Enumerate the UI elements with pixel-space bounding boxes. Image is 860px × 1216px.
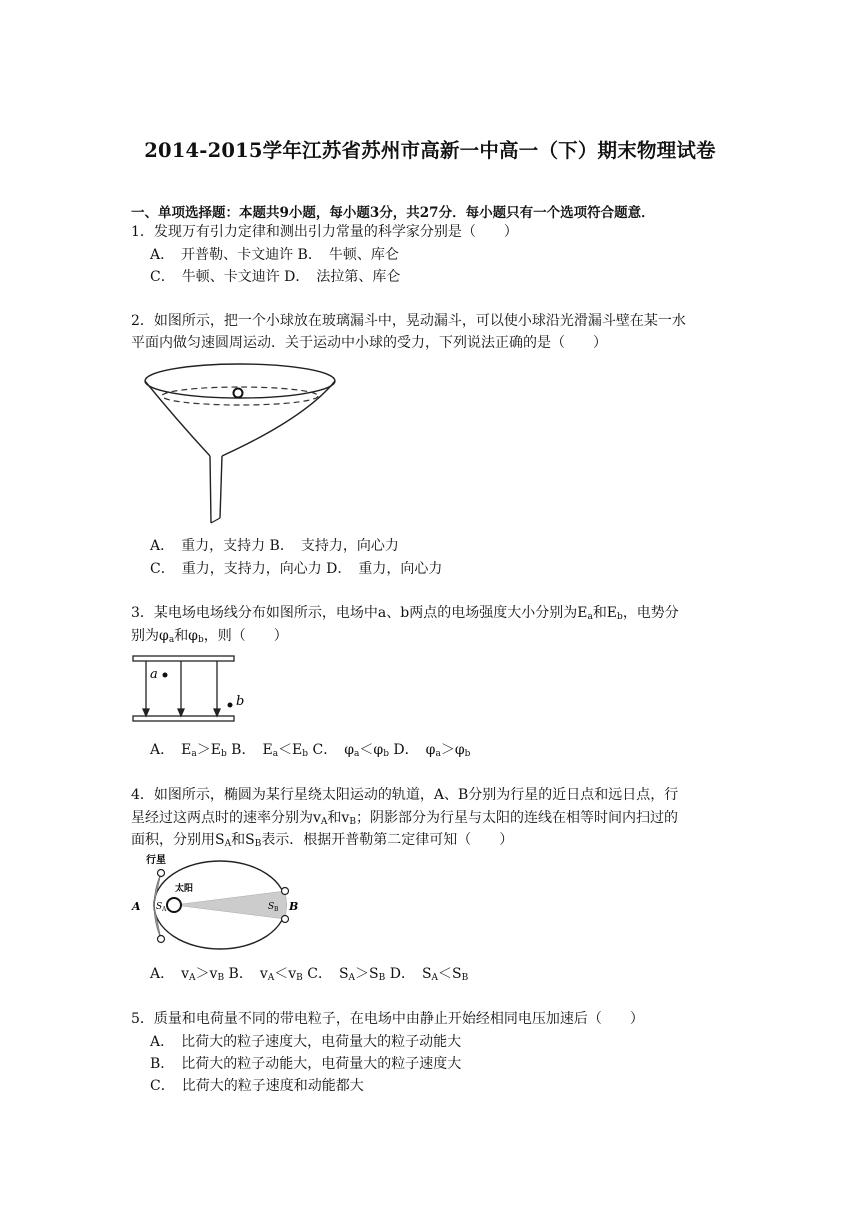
point-a-label: a: [150, 667, 158, 682]
q4-stem-line2: 星经过这两点时的速率分别为$v_A$和$v_B$；阴影部分为行星与太阳的连线在相等时间内扫过的: [131, 810, 678, 827]
planet-label: 行星: [146, 855, 166, 866]
sb-label: S: [268, 902, 275, 912]
sun-label: 太阳: [175, 884, 194, 894]
point-B-label: B: [289, 900, 299, 913]
q5-option-c: C． 比荷大的粒子速度和动能都大: [150, 1078, 364, 1094]
q5-stem: 5．质量和电荷量不同的带电粒子，在电场中由静止开始经相同电压加速后（ ）: [131, 1011, 644, 1027]
q1-options-row2: C． 牛顿、卡文迪许 D． 法拉第、库仑: [150, 269, 401, 285]
q2-options-row2: C． 重力，支持力，向心力 D． 重力，向心力: [150, 561, 443, 577]
q2-stem-line2: 平面内做匀速圆周运动．关于运动中小球的受力，下列说法正确的是（ ）: [131, 335, 607, 351]
sun-icon: [167, 898, 181, 912]
orbit-figure: [128, 853, 300, 958]
q4-options: A． $v_A>v_B$ B． $v_A<v_B$ C． $S_A>S_B$ D． $S_A<S_B$: [150, 966, 469, 983]
q3-stem-line2: 别为$\varphi_a$和$\varphi_b$，则（ ）: [131, 628, 288, 645]
section-heading: 一、单项选择题：本题共9小题，每小题3分，共27分．每小题只有一个选项符合题意．: [131, 205, 655, 221]
point-b-dot: [228, 703, 233, 708]
q4-stem-line1: 4．如图所示，椭圆为某行星绕太阳运动的轨道，A、B分别为行星的近日点和远日点，行: [131, 787, 679, 803]
svg-text:B: B: [274, 906, 279, 913]
q1-stem: 1．发现万有引力定律和测出引力常量的科学家分别是（ ）: [131, 224, 518, 240]
q1-options-row1: A． 开普勒、卡文迪许 B． 牛顿、库仑: [150, 247, 399, 263]
electric-field-figure: [132, 655, 245, 725]
point-a-dot: [163, 673, 168, 678]
funnel-figure: [140, 358, 345, 528]
svg-text:A: A: [162, 906, 167, 913]
q5-option-b: B． 比荷大的粒子动能大，电荷量大的粒子速度大: [150, 1056, 462, 1072]
q5-option-a: A． 比荷大的粒子速度大，电荷量大的粒子动能大: [150, 1034, 462, 1050]
page-title: 2014-2015学年江苏省苏州市高新一中高一（下）期末物理试卷: [144, 139, 716, 162]
point-A-label: A: [132, 900, 141, 913]
q2-options-row1: A． 重力，支持力 B． 支持力，向心力: [150, 538, 399, 554]
q3-options: A． $E_a>E_b$ B． $E_a<E_b$ C． $\varphi_a<\varphi_b$ D． $\varphi_a>\varphi_b$: [150, 742, 471, 759]
q3-stem-line1: 3．某电场电场线分布如图所示，电场中a、b两点的电场强度大小分别为$E_a$和$E_b$，电势分: [131, 605, 679, 622]
sa-label: S: [156, 902, 163, 912]
q4-stem-line3: 面积，分别用$S_A$和$S_B$表示．根据开普勒第二定律可知（ ）: [131, 832, 514, 849]
point-b-label: b: [236, 694, 245, 709]
q2-stem-line1: 2．如图所示，把一个小球放在玻璃漏斗中，晃动漏斗，可以使小球沿光滑漏斗壁在某一水: [131, 313, 686, 329]
